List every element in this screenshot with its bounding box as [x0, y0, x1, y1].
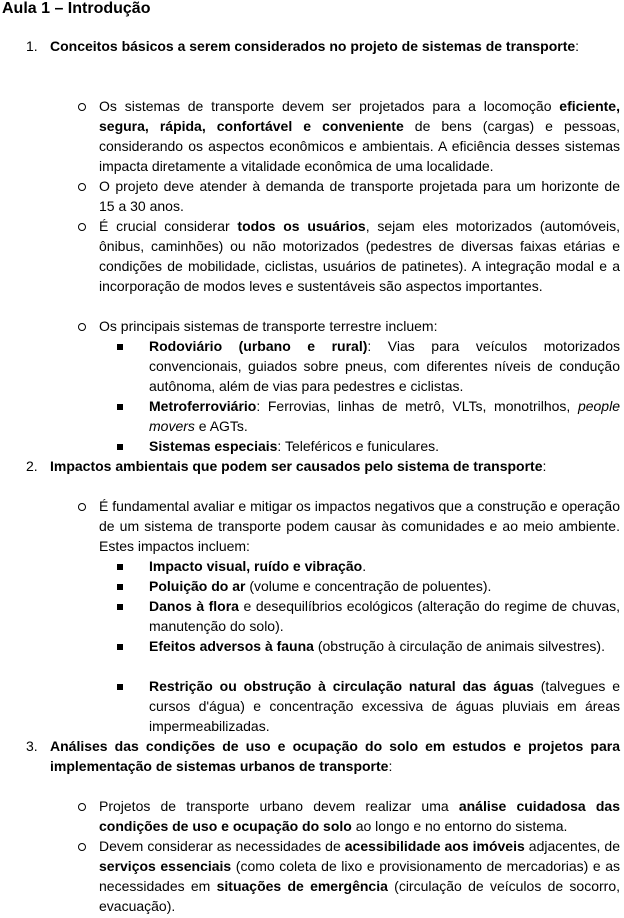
square-bullet-marker — [117, 404, 123, 410]
section-3-bullet-2: Devem considerar as necessidades de acessibilidade aos imóveis adjacentes, de serviços essenciais (como coleta de lixo e provisionamento de mercadorias) e as necessidades em situações de emergência (circulação de veículos de socorro, evacuação). — [99, 838, 620, 914]
square-bullet-marker — [117, 444, 123, 450]
impact-flora: Danos à flora e desequilíbrios ecológicos (alteração do regime de chuvas, manutenção do solo). — [149, 598, 620, 634]
section-3-heading-bold: Análises das condições de uso e ocupação do solo em estudos e projetos para implementação de sistemas urbanos de transporte — [50, 738, 620, 774]
square-bullet-marker — [117, 584, 123, 590]
impact-water: Restrição ou obstrução à circulação natural das águas (talvegues e cursos d'água) e concentração excessiva de águas pluviais em áreas impermeabilizadas. — [149, 678, 620, 734]
impact-visual: Impacto visual, ruído e vibração. — [149, 558, 367, 574]
section-2-heading: Impactos ambientais que podem ser causados pelo sistema de transporte: — [50, 458, 547, 474]
bullet-marker — [78, 103, 86, 111]
square-bullet-marker — [117, 564, 123, 570]
square-bullet-marker — [117, 604, 123, 610]
bullet-marker — [78, 803, 86, 811]
impact-air: Poluição do ar (volume e concentração de poluentes). — [149, 578, 492, 594]
impact-fauna: Efeitos adversos à fauna (obstrução à circulação de animais silvestres). — [149, 638, 605, 654]
section-2-bullet-1: É fundamental avaliar e mitigar os impactos negativos que a construção e operação de um sistema de transporte podem causar às comunidades e ao meio ambiente. Estes impactos incluem: — [99, 498, 620, 554]
bullet-marker — [78, 183, 86, 191]
section-3-heading: Análises das condições de uso e ocupação do solo em estudos e projetos para implementação de sistemas urbanos de transporte: — [50, 738, 620, 774]
page-title: Aula 1 – Introdução — [2, 0, 151, 17]
section-1-bullet-2: O projeto deve atender à demanda de transporte projetada para um horizonte de 15 a 30 anos. — [99, 178, 620, 214]
bullet-marker — [78, 223, 86, 231]
section-1-heading: Conceitos básicos a serem considerados no projeto de sistemas de transporte: — [50, 38, 580, 54]
transport-system-metroferroviario: Metroferroviário: Ferrovias, linhas de metrô, VLTs, monotrilhos, people movers e AGTs. — [149, 398, 620, 434]
square-bullet-marker — [117, 684, 123, 690]
square-bullet-marker — [117, 644, 123, 650]
section-1-bullet-4: Os principais sistemas de transporte terrestre incluem: — [99, 318, 438, 334]
section-3-bullet-1: Projetos de transporte urbano devem realizar uma análise cuidadosa das condições de uso e ocupação do solo ao longo e no entorno do sistema. — [99, 798, 620, 834]
section-1-bullet-3: É crucial considerar todos os usuários, sejam eles motorizados (automóveis, ônibus, caminhões) ou não motorizados (pedestres de diversas faixas etárias e condições de mobilidade, ciclistas, usuários de patinetes). A integração modal e a incorporação de modos leves e sustentáveis são aspectos importantes. — [99, 218, 621, 294]
square-bullet-marker — [117, 344, 123, 350]
transport-system-especiais: Sistemas especiais: Teleféricos e funiculares. — [149, 438, 440, 454]
section-2-number: 2. — [26, 458, 38, 474]
section-2-heading-bold: Impactos ambientais que podem ser causados pelo sistema de transporte — [50, 458, 543, 474]
section-1-bullet-1: Os sistemas de transporte devem ser projetados para a locomoção eficiente, segura, rápida, confortável e conveniente de bens (cargas) e pessoas, considerando os aspectos econômicos e ambientais. A eficiência desses sistemas impacta diretamente a vitalidade econômica de uma localidade. — [99, 98, 621, 174]
bullet-marker — [78, 323, 86, 331]
transport-system-rodoviario: Rodoviário (urbano e rural): Vias para veículos motorizados convencionais, guiados sobre pneus, com diferentes níveis de condução autônoma, além de vias para pedestres e ciclistas. — [149, 338, 620, 394]
bullet-marker — [78, 843, 86, 851]
section-1-number: 1. — [26, 38, 38, 54]
section-3-number: 3. — [26, 738, 38, 754]
section-1-heading-bold: Conceitos básicos a serem considerados no projeto de sistemas de transporte — [50, 38, 576, 54]
bullet-marker — [78, 503, 86, 511]
